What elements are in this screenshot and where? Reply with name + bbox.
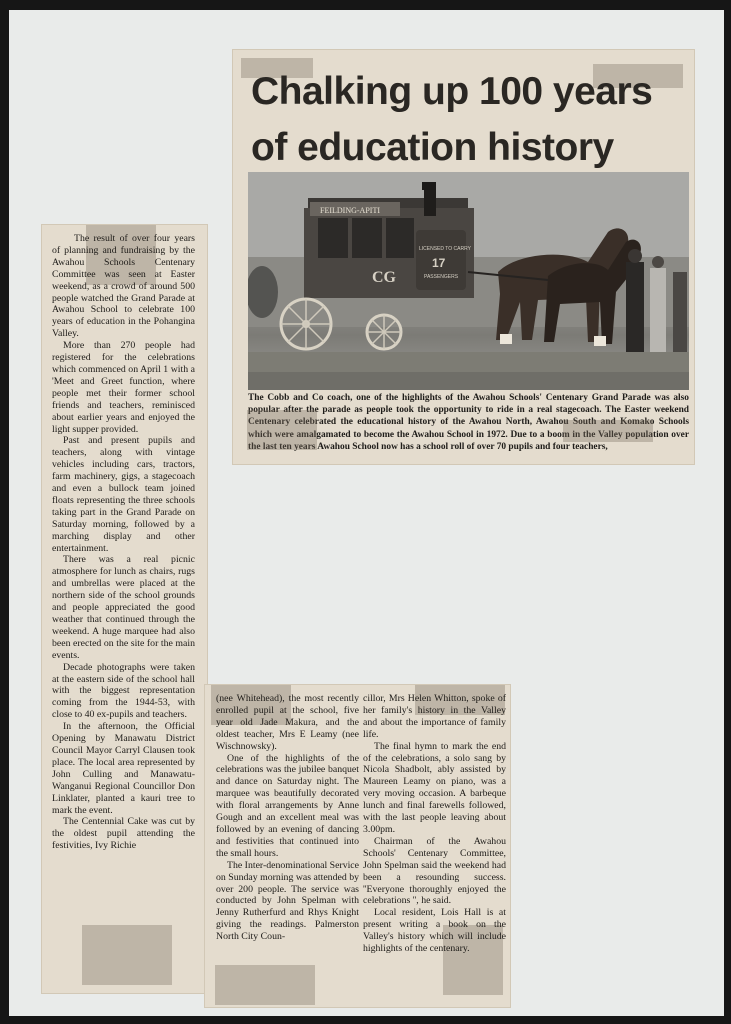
coach-sign-passengers: PASSENGERS bbox=[424, 274, 459, 280]
stagecoach-photo bbox=[248, 172, 689, 390]
article-clipping-left bbox=[42, 225, 207, 993]
paragraph: Local resident, Lois Hall is at present writing a book on the Valley's history which will include highlights of the centenary. bbox=[363, 907, 506, 955]
paragraph: In the afternoon, the Official Opening by Manawatu District Council Mayor Carryl Clausen took place. The local area represented by John Culling and Manawatu-Wanganui Regional Councillor Don Linklater, planted a kauri tree to mark the event. bbox=[52, 721, 195, 816]
photo-caption: The Cobb and Co coach, one of the highlights of the Awahou Schools' Centenary Grand Parade was also popular after the parade as people took the opportunity to ride in a real stagecoach. The Easter weekend Centenary celebrated the educational history of the Awahou North, Awahou South and Komako Schools which were amalgamated to become the Awahou School in 1972. Due to a boom in the Valley population over the last ten years Awahou School now has a school roll of over 70 pupils and four teachers, bbox=[248, 393, 689, 452]
article-clipping-bottom bbox=[205, 685, 510, 1007]
paragraph: There was a real picnic atmosphere for lunch as chairs, rugs and umbrellas were placed at the northern side of the school grounds and people appreciated the good weather that continued through the weekend. A huge marquee had also been erected on the site for the main events. bbox=[52, 554, 195, 661]
headline-clipping bbox=[233, 50, 694, 464]
paragraph: Chairman of the Awahou Schools' Centenary Committee, John Spelman said the weekend had been a resounding success. ''Everyone thoroughly enjoyed the celebrations '', he said. bbox=[363, 835, 506, 907]
article-column-bottom-2 bbox=[363, 693, 506, 955]
paragraph: More than 270 people had registered for the celebrations which commenced on April 1 with a 'Meet and Greet function, where people met their former school friends and teachers, reminisced about earlier years and enjoyed the light supper provided. bbox=[52, 340, 195, 435]
paragraph: The Inter-denominational Service on Sunday morning was attended by over 200 people. The service was conducted by John Spelman with Jenny Rutherfurd and Rhys Knight giving the readings. Palmerston North City Coun- bbox=[216, 859, 360, 943]
paragraph: (nee Whitehead), the most recently enrolled pupil at the school, five year old Jade Makura, and the oldest teacher, Mrs E Leamy (nee Wischnowsky). bbox=[216, 693, 359, 752]
coach-sign-number: 17 bbox=[432, 256, 446, 270]
article-column-left bbox=[52, 233, 195, 852]
paragraph: cillor, Mrs Helen Whitton, spoke of her family's history in the Valley and about the importance of family life. bbox=[363, 693, 506, 740]
article-headline: Chalking up 100 years of education history bbox=[251, 70, 653, 169]
coach-sign-logo: CG bbox=[372, 269, 396, 286]
article-column-bottom-1 bbox=[216, 693, 359, 943]
paragraph: One of the highlights of the celebrations was the jubilee banquet and dance on Saturday night. The marquee was beautifully decorated with floral arrangements by Anne Gough and an excellent meal was followed by an evening of dancing and festivities that continued into the small hours. bbox=[216, 752, 359, 859]
paragraph: Past and present pupils and teachers, along with vintage vehicles including cars, tractors, farm machinery, gigs, a stagecoach and even a bullock team joined floats representing the three schools taking part in the Grand Parade on Saturday morning, followed by a marching display and other entertainment. bbox=[52, 435, 195, 554]
paragraph: The final hymn to mark the end of the celebrations, a solo sang by Nicola Shadbolt, ably assisted by Maureen Leamy on piano, was a very moving occasion. A barbeque lunch and final farewells followed, with the last people leaving about 3.00pm. bbox=[363, 740, 506, 835]
paragraph: Decade photographs were taken at the eastern side of the school hall with the biggest representation coming from the 1944-53, with close to 40 ex-pupils and teachers. bbox=[52, 661, 195, 721]
coach-sign-license: LICENSED TO CARRY bbox=[419, 246, 471, 252]
coach-sign-top: FEILDING-APITI bbox=[320, 206, 380, 215]
paragraph: The result of over four years of planning and fundraising by the Awahou Schools Centenary Committee was seen at Easter weekend, as a crowd of around 500 people watched the Grand Parade at Awahou School to celebrate 100 years of education in the Pohangina Valley. bbox=[52, 233, 195, 340]
stagecoach-illustration bbox=[248, 172, 689, 390]
paragraph: The Centennial Cake was cut by the oldest pupil attending the festivities, Ivy Richie bbox=[52, 816, 195, 852]
scrapbook-page bbox=[9, 10, 724, 1016]
